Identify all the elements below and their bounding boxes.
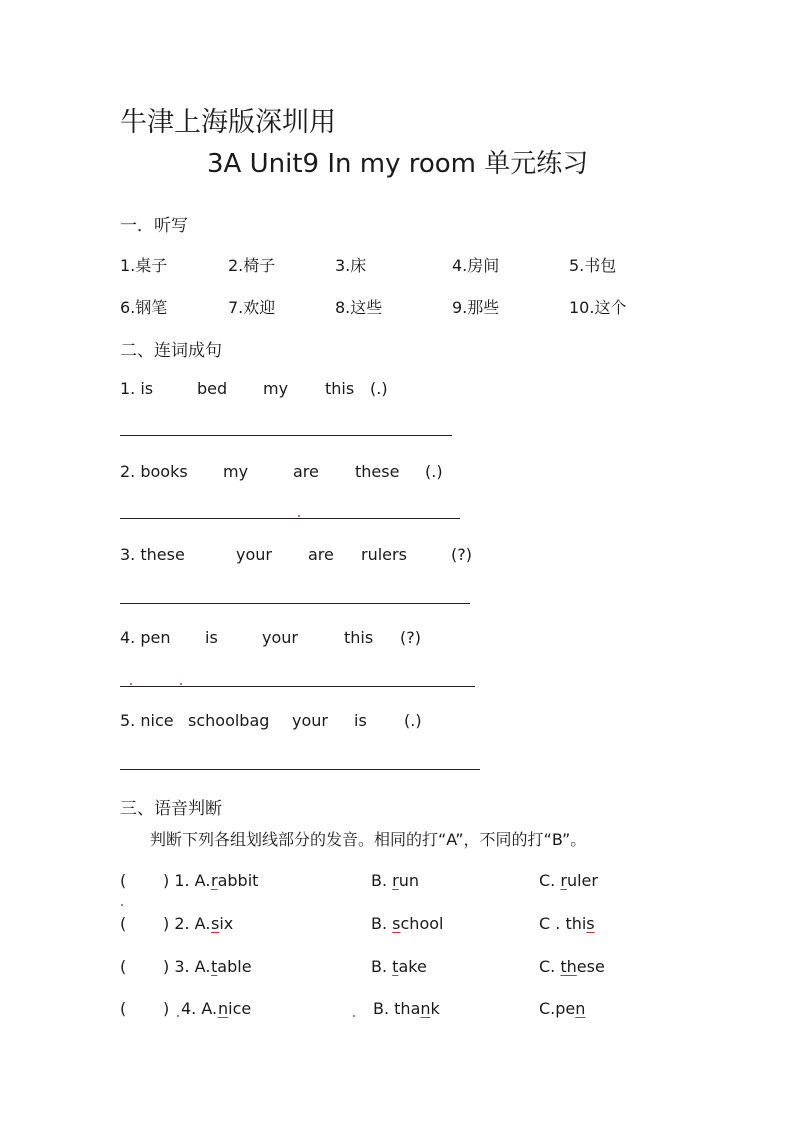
option-a: rabbit: [211, 871, 259, 890]
dictation-item: 1.桌子: [120, 256, 168, 275]
option-c: C. ruler: [539, 871, 598, 890]
scramble-word: your: [292, 711, 328, 730]
answer-line[interactable]: [120, 518, 460, 519]
scramble-word: (.): [404, 711, 422, 730]
scramble-word: 5. nice: [120, 711, 174, 730]
option-b: B. thank: [373, 999, 440, 1018]
option-b: B. school: [371, 914, 444, 933]
answer-line[interactable]: [120, 686, 475, 687]
option-b: B. run: [371, 871, 420, 890]
answer-paren[interactable]: (: [120, 957, 127, 976]
scramble-word: (?): [400, 628, 421, 647]
red-mark: [298, 515, 300, 517]
scramble-word: schoolbag: [188, 711, 270, 730]
red-mark: [353, 1015, 355, 1017]
scramble-word: my: [263, 379, 289, 398]
page-subtitle: 3A Unit9 In my room 单元练习: [207, 149, 589, 179]
scramble-word: (.): [370, 379, 388, 398]
answer-paren[interactable]: (: [120, 999, 127, 1018]
scramble-word: 1. is: [120, 379, 154, 398]
dictation-item: 4.房间: [452, 256, 500, 275]
dictation-item: 5.书包: [569, 256, 617, 275]
scramble-word: are: [293, 462, 319, 481]
question-number: ) 2. A.: [163, 914, 211, 933]
option-c: C. these: [539, 957, 605, 976]
page-title: 牛津上海版深圳用: [120, 107, 336, 138]
red-mark: [130, 683, 132, 685]
scramble-word: 2. books: [120, 462, 188, 481]
scramble-word: my: [223, 462, 249, 481]
section2-heading: 二、连词成句: [120, 341, 222, 361]
scramble-word: is: [205, 628, 218, 647]
red-mark: [177, 1015, 179, 1017]
option-c: C.pen: [539, 999, 586, 1018]
scramble-word: 3. these: [120, 545, 185, 564]
answer-line[interactable]: [120, 435, 452, 436]
dictation-item: 8.这些: [335, 298, 383, 317]
dictation-item: 10.这个: [569, 298, 627, 317]
dictation-item: 3.床: [335, 256, 367, 275]
section3-instruction: 判断下列各组划线部分的发音。相同的打“A”，不同的打“B”。: [150, 830, 587, 849]
question-close: ): [163, 999, 170, 1018]
scramble-word: this: [325, 379, 355, 398]
scramble-word: (.): [425, 462, 443, 481]
question-number: 4. A.: [181, 999, 218, 1018]
section3-heading: 三、语音判断: [120, 799, 222, 819]
dictation-item: 7.欢迎: [228, 298, 276, 317]
dictation-item: 2.椅子: [228, 256, 276, 275]
option-a: table: [211, 957, 252, 976]
scramble-word: your: [262, 628, 298, 647]
answer-paren[interactable]: (: [120, 871, 127, 890]
section1-heading: 一．听写: [120, 216, 188, 236]
answer-line[interactable]: [120, 769, 480, 770]
scramble-word: this: [344, 628, 374, 647]
scramble-word: these: [355, 462, 400, 481]
dictation-item: 9.那些: [452, 298, 500, 317]
option-c: C . this: [539, 914, 595, 933]
question-number: ) 3. A.: [163, 957, 211, 976]
answer-line[interactable]: [120, 603, 470, 604]
option-b: B. take: [371, 957, 427, 976]
scramble-word: 4. pen: [120, 628, 171, 647]
scramble-word: (?): [451, 545, 472, 564]
scramble-word: is: [354, 711, 367, 730]
scramble-word: your: [236, 545, 272, 564]
option-a: nice: [218, 999, 252, 1018]
question-number: ) 1. A.: [163, 871, 211, 890]
option-a: six: [211, 914, 234, 933]
red-mark: [121, 904, 123, 906]
dictation-item: 6.钢笔: [120, 298, 168, 317]
scramble-word: are: [308, 545, 334, 564]
answer-paren[interactable]: (: [120, 914, 127, 933]
scramble-word: bed: [197, 379, 228, 398]
scramble-word: rulers: [361, 545, 407, 564]
red-mark: [180, 683, 182, 685]
